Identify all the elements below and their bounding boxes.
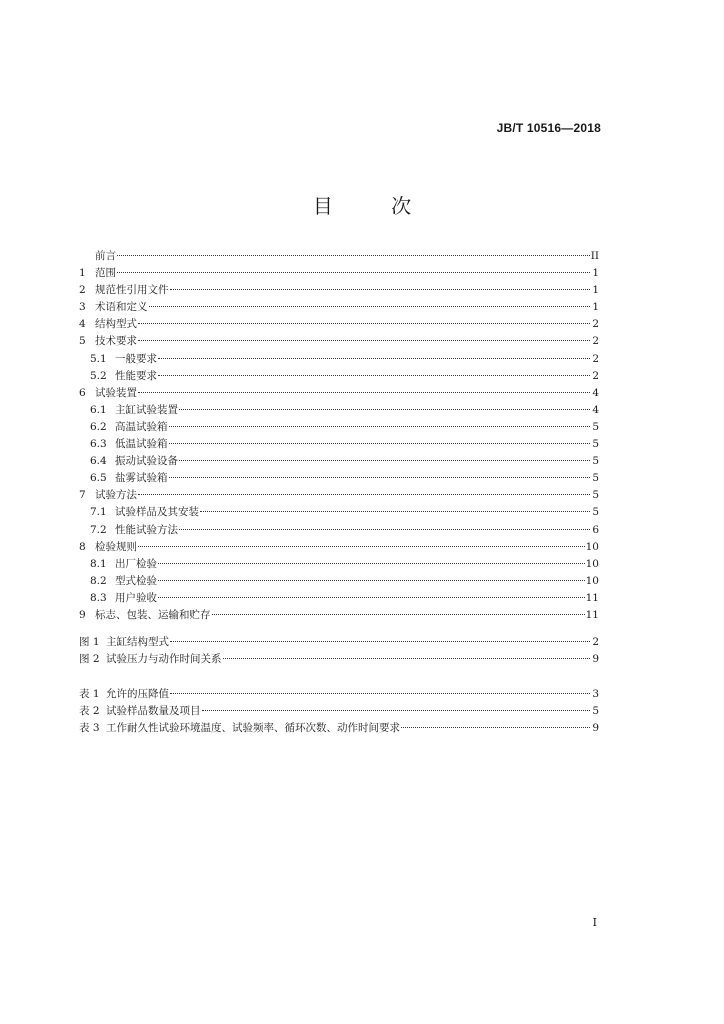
toc-entry-page: 1 (592, 284, 599, 297)
toc-entry-title: 性能要求 (115, 369, 157, 382)
toc-entry-number: 8.1 (90, 557, 107, 570)
dot-leader (138, 340, 590, 341)
dot-leader (179, 460, 590, 461)
toc-entry-title: 前言 (95, 250, 116, 262)
toc-entry-page: 2 (592, 335, 599, 348)
dot-leader (158, 580, 585, 581)
toc-entry-page: 3 (592, 688, 599, 701)
dot-leader (117, 272, 590, 273)
toc-entry[interactable] (79, 686, 599, 703)
dot-leader (149, 306, 591, 307)
toc-entry[interactable] (79, 402, 599, 419)
toc-entry-title: 振动试验设备 (115, 455, 178, 468)
toc-entry-title: 试验方法 (95, 489, 137, 502)
toc-entry-page: 5 (592, 438, 599, 451)
toc-entry-number: 6.4 (90, 455, 107, 468)
toc-entry[interactable] (79, 607, 599, 624)
toc-entry-number: 表 1 (79, 688, 100, 701)
dot-leader (169, 443, 591, 444)
toc-entry[interactable] (79, 333, 599, 350)
toc-heading: 目 次 (312, 194, 438, 218)
toc-entry[interactable] (79, 385, 599, 402)
toc-entry-page: 5 (592, 506, 599, 519)
toc-entry[interactable] (79, 556, 599, 573)
toc-entry-number: 1 (79, 267, 86, 280)
standard-code: JB/T 10516—2018 (496, 121, 601, 135)
toc-entry-number: 8.3 (90, 591, 107, 604)
toc-entry[interactable] (79, 522, 599, 539)
toc-entry-page: 2 (592, 636, 599, 649)
dot-leader (169, 426, 591, 427)
toc-entry-number: 6.2 (90, 420, 107, 433)
dot-leader (158, 358, 590, 359)
dot-leader (117, 255, 590, 256)
toc-entry-title: 允许的压降值 (106, 688, 169, 701)
toc-entry[interactable] (79, 590, 599, 607)
toc-entry-title: 工作耐久性试验环境温度、试验频率、循环次数、动作时间要求 (106, 722, 400, 735)
toc-figures (79, 634, 599, 668)
toc-entry-number: 7.1 (90, 506, 107, 519)
toc-entry-page: 6 (592, 523, 599, 536)
dot-leader (138, 494, 590, 495)
toc-entry[interactable] (79, 453, 599, 470)
toc-entry[interactable] (79, 487, 599, 504)
toc-entry-title: 试验样品及其安装 (115, 506, 199, 519)
toc-entry[interactable] (79, 634, 599, 651)
dot-leader (158, 563, 585, 564)
toc-entry-page: 5 (592, 489, 599, 502)
toc-entry-page: 4 (592, 386, 599, 399)
toc-entry-title: 规范性引用文件 (95, 284, 169, 297)
toc-entry[interactable] (79, 470, 599, 487)
toc-entry-title: 出厂检验 (115, 557, 157, 570)
toc-entry[interactable] (79, 316, 599, 333)
toc-entry-title: 标志、包装、运输和贮存 (95, 608, 211, 621)
dot-leader (179, 529, 590, 530)
toc-entry-page: 5 (592, 472, 599, 485)
dot-leader (169, 477, 591, 478)
toc-tables (79, 686, 599, 737)
toc-entry-title: 低温试验箱 (115, 438, 168, 451)
toc-entry-number: 6.3 (90, 438, 107, 451)
toc-entry-number: 4 (79, 318, 86, 331)
toc-entry-page: II (590, 250, 599, 262)
dot-leader (170, 693, 590, 694)
toc-entry[interactable] (79, 573, 599, 590)
toc-entry-number: 6.1 (90, 403, 107, 416)
toc-entry-page: 11 (585, 608, 599, 621)
toc-entry-page: 10 (585, 574, 599, 587)
toc-entry-title: 一般要求 (115, 352, 157, 365)
toc-entry-page: 2 (592, 318, 599, 331)
toc-entry-page: 1 (592, 267, 599, 280)
toc-entry-number: 图 2 (79, 653, 100, 666)
toc-entry-title: 范围 (95, 267, 116, 280)
toc-entry-page: 4 (592, 403, 599, 416)
toc-entry[interactable] (79, 419, 599, 436)
toc-entry-title: 试验装置 (95, 386, 137, 399)
dot-leader (200, 511, 590, 512)
toc-entry-title: 盐雾试验箱 (115, 472, 168, 485)
toc-entry-title: 结构型式 (95, 318, 137, 331)
toc-entry-number: 2 (79, 284, 86, 297)
dot-leader (212, 614, 585, 615)
toc-entry-number: 7 (79, 489, 86, 502)
toc-entry-number: 5.1 (90, 352, 107, 365)
toc-entry[interactable] (79, 351, 599, 368)
toc-sections (79, 248, 599, 624)
toc-entry-number: 5.2 (90, 369, 107, 382)
dot-leader (170, 641, 590, 642)
toc-entry-page: 10 (585, 557, 599, 570)
toc-entry[interactable] (79, 703, 599, 720)
toc-entry-page: 5 (592, 420, 599, 433)
toc-entry-page: 5 (592, 705, 599, 718)
toc-entry-number: 8.2 (90, 574, 107, 587)
toc-entry[interactable] (79, 248, 599, 265)
dot-leader (138, 323, 590, 324)
toc-entry-title: 主缸结构型式 (106, 636, 169, 649)
toc-entry[interactable] (79, 299, 599, 316)
dot-leader (158, 375, 590, 376)
toc-entry[interactable] (79, 539, 599, 556)
dot-leader (170, 289, 591, 290)
toc-entry-number: 5 (79, 335, 86, 348)
dot-leader (401, 727, 590, 728)
toc-entry[interactable] (79, 504, 599, 521)
toc-entry-page: 11 (585, 591, 599, 604)
toc-entry-page: 2 (592, 352, 599, 365)
toc-entry-title: 用户验收 (115, 591, 157, 604)
toc-entry-number: 表 2 (79, 705, 100, 718)
toc-entry[interactable] (79, 368, 599, 385)
toc-entry-number: 图 1 (79, 636, 100, 649)
toc-entry-page: 1 (592, 301, 599, 314)
toc-entry-page: 2 (592, 369, 599, 382)
page-number: I (592, 916, 597, 929)
toc-entry-title: 型式检验 (115, 574, 157, 587)
toc-entry-title: 试验样品数量及项目 (106, 705, 201, 718)
toc-entry-number: 8 (79, 540, 86, 553)
toc-entry-page: 5 (592, 455, 599, 468)
dot-leader (138, 546, 585, 547)
toc-entry-title: 术语和定义 (95, 301, 148, 314)
toc-entry-number: 表 3 (79, 722, 100, 735)
toc-entry-title: 试验压力与动作时间关系 (106, 653, 222, 666)
toc-entry-page: 9 (592, 722, 599, 735)
toc-entry[interactable] (79, 436, 599, 453)
toc-entry-title: 性能试验方法 (115, 523, 178, 536)
dot-leader (223, 658, 591, 659)
toc-entry[interactable] (79, 265, 599, 282)
toc-entry[interactable] (79, 282, 599, 299)
toc-entry-number: 6 (79, 386, 86, 399)
toc-entry-number: 3 (79, 301, 86, 314)
toc-entry[interactable] (79, 651, 599, 668)
toc-entry-page: 9 (592, 653, 599, 666)
toc-entry[interactable] (79, 720, 599, 737)
dot-leader (179, 409, 590, 410)
dot-leader (138, 392, 590, 393)
toc-entry-page: 10 (585, 540, 599, 553)
dot-leader (202, 710, 591, 711)
toc-entry-number: 7.2 (90, 523, 107, 536)
toc-entry-title: 主缸试验装置 (115, 403, 178, 416)
dot-leader (158, 597, 585, 598)
toc-entry-number: 9 (79, 608, 86, 621)
toc-entry-title: 检验规则 (95, 540, 137, 553)
table-of-contents (79, 248, 599, 738)
toc-entry-title: 高温试验箱 (115, 420, 168, 433)
toc-entry-title: 技术要求 (95, 335, 137, 348)
toc-entry-number: 6.5 (90, 472, 107, 485)
